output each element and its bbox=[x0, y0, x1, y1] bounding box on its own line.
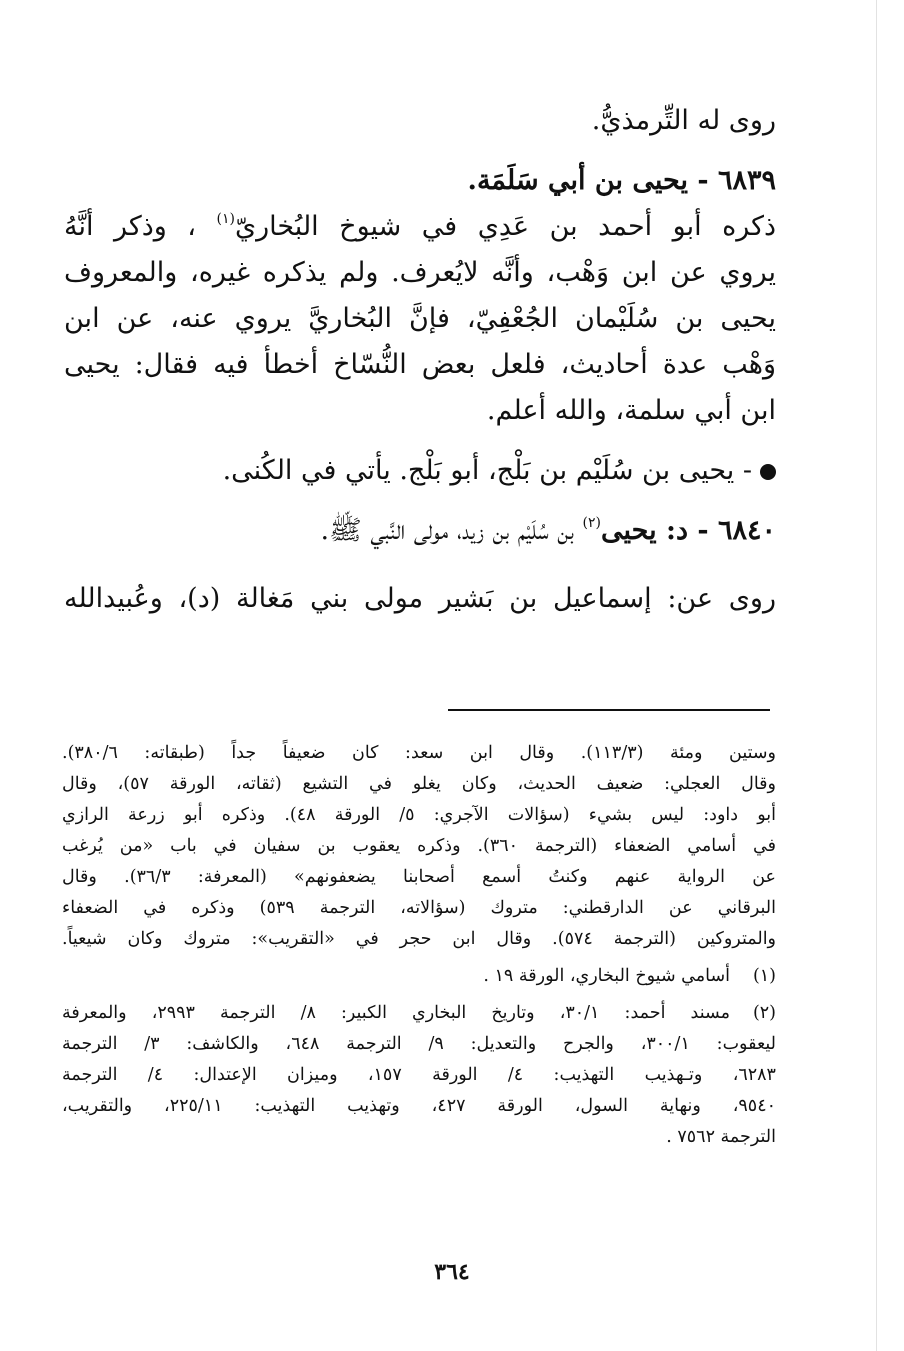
entry-heading-6840 bbox=[64, 508, 776, 554]
footnote-1 bbox=[62, 961, 776, 992]
footnote-line: أبو داود: ليس بشيء (سؤالات الآجري: ٥/ الورقة ٤٨). وذكره أبو زرعة الرازي bbox=[62, 805, 776, 825]
page-number: ٣٦٤ bbox=[434, 1259, 470, 1285]
text-line bbox=[64, 204, 776, 250]
footnote-ref-2: (٢) bbox=[582, 515, 601, 531]
footnote-text bbox=[62, 998, 730, 1029]
footnote-2 bbox=[62, 998, 776, 1029]
footnote-ref-1: (١) bbox=[216, 211, 235, 227]
footnote-number: (٢) bbox=[752, 1003, 776, 1023]
cross-reference-line bbox=[64, 448, 776, 494]
footnote-line: والمتروكين (الترجمة ٥٧٤). وقال ابن حجر في «التقريب»: متروك وكان شيعياً. bbox=[62, 929, 777, 949]
main-text bbox=[64, 98, 776, 622]
footnote-line: في أسامي الضعفاء (الترجمة ٣٦٠). وذكره يعقوب بن سفيان في باب «من يُرغب bbox=[62, 836, 776, 856]
text-segment: ٦٨٤٠ - د: يحيى bbox=[600, 515, 776, 546]
text-line: وَهْب عدة أحاديث، فلعل بعض النُّسّاخ أخطأ فيه فقال: يحيى bbox=[64, 349, 776, 380]
footnotes bbox=[62, 738, 776, 1153]
text-line: ابن أبي سلمة، والله أعلم. bbox=[486, 395, 776, 426]
footnote-line: ليعقوب: ٣٠٠/١، والجرح والتعديل: ٩/ الترجمة ٦٤٨، والكاشف: ٣/ الترجمة bbox=[62, 1034, 776, 1054]
footnote-number: (١) bbox=[752, 966, 776, 986]
text-line: روى له التِّرمذيُّ. bbox=[591, 105, 776, 136]
text-line: يحيى بن سُلَيْمان الجُعْفِيّ، فإنَّ البُخاريَّ يروي عنه، عن ابن bbox=[64, 303, 776, 334]
footnote-line: البرقاني عن الدارقطني: متروك (سؤالاته، الترجمة ٥٣٩) وذكره في الضعفاء bbox=[62, 898, 777, 918]
entry-heading-6839: ٦٨٣٩ - يحيى بن أبي سَلَمَة. bbox=[467, 165, 776, 196]
footnote-text: أسامي شيوخ البخاري، الورقة ١٩ . bbox=[483, 966, 730, 986]
footnote-separator bbox=[448, 709, 770, 711]
text-segment: بن سُلَيْم بن زيد، مولى النَّبي ﷺ. bbox=[320, 515, 574, 546]
bullet-icon bbox=[760, 464, 776, 480]
text-line: يروي عن ابن وَهْب، وأنَّه لايُعرف. ولم يذكره غيره، والمعروف bbox=[64, 257, 776, 288]
page-edge-divider bbox=[876, 0, 877, 1351]
text-line: روى عن: إسماعيل بن بَشير مولى بني مَغالة (د)، وعُبيدالله bbox=[64, 583, 776, 614]
text-segment: ذكره أبو أحمد بن عَدِي في شيوخ البُخاريّ bbox=[234, 211, 776, 242]
footnote-line: وقال العجلي: ضعيف الحديث، وكان يغلو في التشيع (ثقاته، الورقة ٥٧)، وقال bbox=[62, 774, 776, 794]
footnote-line: وستين ومئة (١١٣/٣). وقال ابن سعد: كان ضعيفاً جداً (طبقاته: ٣٨٠/٦). bbox=[62, 743, 776, 763]
footnote-line: ٩٥٤٠، ونهاية السول، الورقة ٤٢٧، وتهذيب التهذيب: ٢٢٥/١١، والتقريب، bbox=[62, 1096, 776, 1116]
text-segment: - يحيى بن سُلَيْم بن بَلْج، أبو بَلْج. يأتي في الكُنى. bbox=[222, 455, 752, 486]
footnote-line: ٦٢٨٣، وتـهذيب التهذيب: ٤/ الورقة ١٥٧، وميزان الإعتدال: ٤/ الترجمة bbox=[62, 1065, 776, 1085]
footnote-line: عن الرواية عنهم وكنتُ أسمع أصحابنا يضعفونهم» (المعرفة: ٣٦/٣). وقال bbox=[62, 867, 776, 887]
text-segment: ، وذكر أنَّهُ bbox=[64, 211, 196, 242]
footnote-line: الترجمة ٧٥٦٢ . bbox=[666, 1127, 776, 1147]
footnote-line: مسند أحمد: ٣٠/١، وتاريخ البخاري الكبير: ٨/ الترجمة ٢٩٩٣، والمعرفة bbox=[62, 1003, 730, 1023]
